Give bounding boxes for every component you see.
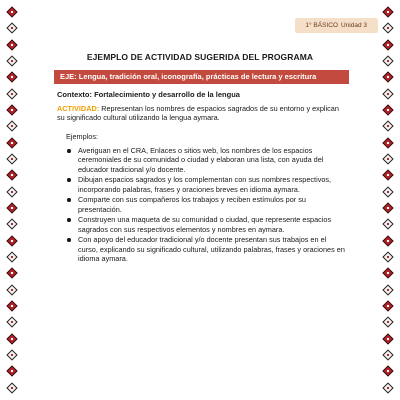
border-motif-icon [382, 169, 394, 181]
border-motif-icon [382, 316, 394, 328]
border-motif-icon [6, 218, 18, 230]
activity-text: Representan los nombres de espacios sagrados de su entorno y explican su significado cultural utilizando la lengua aymara. [57, 104, 339, 123]
border-motif-icon [6, 349, 18, 361]
bullet-icon [67, 238, 71, 242]
border-motif-icon [6, 6, 18, 18]
list-item-text: Comparte con sus compañeros los trabajos y reciben estímulos por su presentación. [78, 195, 306, 214]
border-motif-icon [6, 88, 18, 100]
border-motif-icon [382, 218, 394, 230]
bullet-icon [67, 198, 71, 202]
border-motif-icon [6, 120, 18, 132]
border-motif-icon [6, 202, 18, 214]
border-motif-icon [382, 39, 394, 51]
border-motif-icon [6, 284, 18, 296]
examples-list [66, 146, 348, 265]
list-item [66, 146, 348, 174]
list-item [66, 235, 348, 263]
border-motif-icon [382, 153, 394, 165]
border-motif-icon [6, 71, 18, 83]
border-motif-icon [6, 137, 18, 149]
border-motif-icon [6, 365, 18, 377]
border-motif-icon [382, 202, 394, 214]
border-motif-icon [6, 267, 18, 279]
border-motif-icon [382, 365, 394, 377]
border-motif-icon [6, 153, 18, 165]
border-motif-icon [6, 235, 18, 247]
border-motif-icon [6, 169, 18, 181]
border-motif-icon [382, 22, 394, 34]
list-item [66, 215, 348, 234]
list-item-text: Averiguan en el CRA, Enlaces o sitios web, los nombres de los espacios ceremoniales de su comunidad o ciudad y elaboran una lista, con ayuda del educador tradicional y/o docente. [78, 146, 324, 174]
bullet-icon [67, 178, 71, 182]
border-motif-icon [382, 284, 394, 296]
border-motif-icon [6, 186, 18, 198]
border-motif-icon [382, 71, 394, 83]
unit-label: Unidad 3 [340, 22, 367, 29]
activity-paragraph [57, 104, 347, 123]
border-motif-icon [6, 382, 18, 394]
border-motif-icon [382, 6, 394, 18]
border-motif-icon [382, 267, 394, 279]
list-item-text: Construyen una maqueta de su comunidad o ciudad, que represente espacios sagrados con sus respectivos elementos y nombres en aymara. [78, 215, 332, 234]
list-item [66, 175, 348, 194]
border-motif-icon [6, 300, 18, 312]
border-motif-icon [382, 235, 394, 247]
context-line: Contexto: Fortalecimiento y desarrollo de la lengua [57, 90, 240, 99]
list-item-text: Con apoyo del educador tradicional y/o docente presentan sus trabajos en el curso, explicando su significado cultural, utilizando palabras, frases y oraciones en idioma aymara. [78, 235, 345, 264]
border-motif-icon [382, 333, 394, 345]
border-motif-icon [6, 333, 18, 345]
border-motif-icon [382, 349, 394, 361]
grade-unit-badge [295, 18, 378, 33]
page-title: EJEMPLO DE ACTIVIDAD SUGERIDA DEL PROGRAMA [86, 52, 314, 62]
border-motif-icon [382, 186, 394, 198]
border-motif-icon [382, 300, 394, 312]
examples-heading: Ejemplos: [66, 132, 99, 141]
bullet-icon [67, 149, 71, 153]
grade-label: 1° BÁSICO [305, 22, 338, 29]
border-motif-icon [382, 382, 394, 394]
border-motif-icon [382, 137, 394, 149]
border-motif-icon [382, 88, 394, 100]
border-motif-icon [382, 104, 394, 116]
border-motif-icon [6, 251, 18, 263]
list-item [66, 195, 348, 214]
bullet-icon [67, 218, 71, 222]
list-item-text: Dibujan espacios sagrados y los complementan con sus nombres respectivos, incorporando palabras, frases y oraciones breves en idioma aymara. [78, 175, 332, 194]
eje-banner: EJE: Lengua, tradición oral, iconografía, prácticas de lectura y escritura [54, 70, 349, 84]
border-motif-icon [382, 251, 394, 263]
activity-label: ACTIVIDAD: [57, 104, 100, 113]
border-motif-icon [6, 22, 18, 34]
border-motif-icon [6, 39, 18, 51]
border-motif-icon [6, 316, 18, 328]
border-motif-icon [382, 120, 394, 132]
border-motif-icon [6, 104, 18, 116]
